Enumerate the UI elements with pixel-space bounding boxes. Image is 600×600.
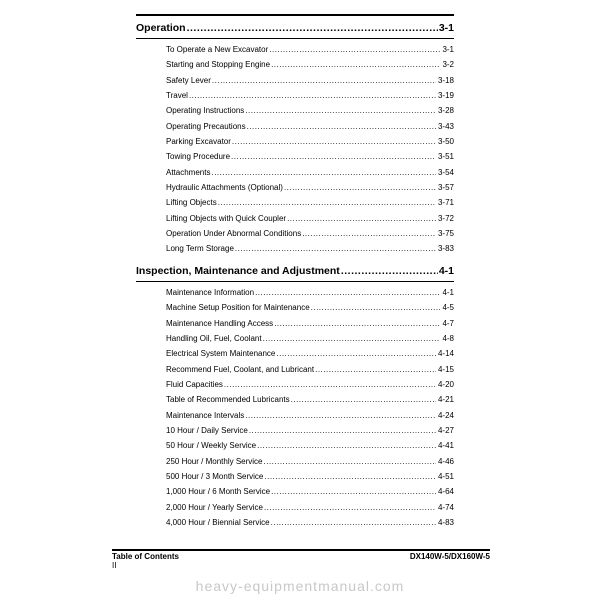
dot-leader	[218, 195, 436, 210]
entry-title: 50 Hour / Weekly Service	[166, 441, 257, 451]
toc-entry[interactable]	[166, 331, 454, 346]
dot-leader	[276, 346, 436, 361]
entry-title: Table of Recommended Lubricants	[166, 395, 290, 405]
dot-leader	[249, 423, 436, 438]
entry-title: Towing Procedure	[166, 152, 231, 162]
toc-entry[interactable]	[166, 484, 454, 499]
toc-entry[interactable]	[166, 134, 454, 149]
section-title: Inspection, Maintenance and Adjustment	[136, 265, 340, 277]
entry-page: 4-24	[437, 410, 454, 420]
toc-entry[interactable]	[166, 73, 454, 88]
toc-entry[interactable]	[166, 346, 454, 361]
entry-page: 3-1	[442, 45, 454, 54]
entry-title: Maintenance Information	[166, 288, 255, 297]
entry-title: Hydraulic Attachments (Optional)	[166, 183, 283, 193]
entry-list	[166, 42, 454, 257]
section-title: Operation	[136, 22, 186, 34]
dot-leader	[189, 88, 436, 103]
entry-title: Safety Lever	[166, 75, 211, 85]
toc-entry[interactable]	[166, 149, 454, 164]
section-heading[interactable]	[136, 263, 454, 279]
toc-entry[interactable]	[166, 103, 454, 118]
watermark-text: heavy-equipmentmanual.com	[195, 578, 405, 594]
section-operation	[136, 20, 454, 257]
toc-entry[interactable]	[166, 211, 454, 226]
entry-page: 3-43	[437, 121, 454, 131]
entry-title: Machine Setup Position for Maintenance	[166, 303, 310, 313]
entry-page: 4-1	[442, 288, 454, 297]
toc-entry[interactable]	[166, 515, 454, 530]
entry-page: 3-19	[437, 91, 454, 101]
toc-entry[interactable]	[166, 408, 454, 423]
entry-title: Handling Oil, Fuel, Coolant	[166, 334, 262, 344]
entry-page: 4-64	[437, 487, 454, 497]
entry-title: Lifting Objects	[166, 198, 217, 208]
dot-leader	[247, 119, 436, 134]
entry-page: 3-54	[437, 167, 454, 177]
entry-title: Starting and Stopping Engine	[166, 60, 271, 70]
dot-leader	[224, 377, 436, 392]
dot-leader	[271, 484, 436, 499]
dot-leader	[264, 454, 436, 469]
entry-page: 4-51	[437, 472, 454, 482]
entry-page: 4-7	[442, 318, 454, 328]
entry-page: 4-41	[437, 441, 454, 451]
entry-title: 10 Hour / Daily Service	[166, 426, 248, 436]
entry-page: 3-72	[437, 213, 454, 223]
dot-leader	[315, 362, 436, 377]
section-underline	[136, 281, 454, 282]
dot-leader	[269, 42, 440, 57]
dot-leader	[257, 438, 436, 453]
section-inspection-maintenance	[136, 263, 454, 531]
entry-page: 4-15	[437, 364, 454, 374]
dot-leader	[271, 515, 436, 530]
dot-leader	[263, 331, 441, 346]
dot-leader	[264, 469, 436, 484]
entry-page: 4-83	[437, 518, 454, 528]
entry-title: Operating Instructions	[166, 106, 245, 116]
entry-title: Operation Under Abnormal Conditions	[166, 229, 302, 239]
dot-leader	[187, 20, 438, 36]
entry-title: Attachments	[166, 167, 211, 177]
toc-entry[interactable]	[166, 88, 454, 103]
entry-title: Long Term Storage	[166, 244, 234, 254]
toc-entry[interactable]	[166, 423, 454, 438]
dot-leader	[255, 285, 440, 300]
entry-title: Operating Precautions	[166, 121, 246, 131]
toc-entry[interactable]	[166, 454, 454, 469]
entry-page: 3-2	[442, 60, 454, 70]
entry-title: Parking Excavator	[166, 137, 231, 147]
toc-entry[interactable]	[166, 285, 454, 300]
dot-leader	[235, 241, 436, 256]
dot-leader	[211, 165, 436, 180]
entry-title: 1,000 Hour / 6 Month Service	[166, 487, 271, 497]
toc-entry[interactable]	[166, 42, 454, 57]
toc-entry[interactable]	[166, 226, 454, 241]
entry-page: 4-14	[437, 349, 454, 359]
entry-title: Fluid Capacities	[166, 380, 223, 390]
dot-leader	[284, 180, 436, 195]
entry-list	[166, 285, 454, 531]
section-page: 4-1	[438, 265, 454, 277]
entry-page: 3-50	[437, 137, 454, 147]
dot-leader	[302, 226, 436, 241]
entry-title: Travel	[166, 91, 188, 101]
toc-entry[interactable]	[166, 500, 454, 515]
entry-page: 4-8	[442, 334, 454, 344]
dot-leader	[232, 134, 436, 149]
entry-page: 4-74	[437, 502, 454, 512]
dot-leader	[264, 500, 436, 515]
dot-leader	[287, 211, 436, 226]
entry-page: 4-46	[437, 456, 454, 466]
entry-page: 3-18	[437, 75, 454, 85]
footer-title: Table of Contents	[112, 552, 179, 561]
entry-title: Recommend Fuel, Coolant, and Lubricant	[166, 364, 315, 374]
footer-rule	[112, 549, 490, 551]
toc-entry[interactable]	[166, 392, 454, 407]
entry-title: Electrical System Maintenance	[166, 349, 276, 359]
toc-entry[interactable]	[166, 57, 454, 72]
dot-leader	[291, 392, 436, 407]
toc-entry[interactable]	[166, 241, 454, 256]
entry-title: Maintenance Intervals	[166, 410, 245, 420]
entry-title: 2,000 Hour / Yearly Service	[166, 502, 263, 512]
toc-entry[interactable]	[166, 180, 454, 195]
entry-page: 4-27	[437, 426, 454, 436]
entry-title: To Operate a New Excavator	[166, 45, 269, 54]
dot-leader	[311, 300, 441, 315]
toc-entry[interactable]	[166, 300, 454, 315]
dot-leader	[271, 57, 440, 72]
entry-title: 4,000 Hour / Biennial Service	[166, 518, 270, 528]
entry-page: 4-5	[442, 303, 454, 313]
toc-entry[interactable]	[166, 316, 454, 331]
entry-page: 4-21	[437, 395, 454, 405]
toc-entry[interactable]	[166, 195, 454, 210]
toc-entry[interactable]	[166, 377, 454, 392]
entry-title: Maintenance Handling Access	[166, 318, 274, 328]
entry-title: 250 Hour / Monthly Service	[166, 456, 263, 466]
toc-entry[interactable]	[166, 119, 454, 134]
entry-page: 3-83	[437, 244, 454, 254]
entry-title: Lifting Objects with Quick Coupler	[166, 213, 287, 223]
dot-leader	[231, 149, 436, 164]
entry-title: 500 Hour / 3 Month Service	[166, 472, 264, 482]
toc-entry[interactable]	[166, 362, 454, 377]
entry-page: 3-51	[437, 152, 454, 162]
section-page: 3-1	[438, 22, 454, 34]
footer-page-number: II	[112, 561, 117, 570]
entry-page: 3-57	[437, 183, 454, 193]
toc-entry[interactable]	[166, 469, 454, 484]
entry-page: 3-28	[437, 106, 454, 116]
toc-entry[interactable]	[166, 165, 454, 180]
section-underline	[136, 38, 454, 39]
dot-leader	[245, 103, 436, 118]
dot-leader	[274, 316, 440, 331]
dot-leader	[212, 73, 436, 88]
top-rule	[136, 14, 454, 16]
toc-entry[interactable]	[166, 438, 454, 453]
section-heading[interactable]	[136, 20, 454, 36]
entry-page: 3-75	[437, 229, 454, 239]
dot-leader	[245, 408, 436, 423]
entry-page: 4-20	[437, 380, 454, 390]
dot-leader	[341, 263, 438, 279]
entry-page: 3-71	[437, 198, 454, 208]
footer-model: DX140W-5/DX160W-5	[409, 552, 490, 561]
